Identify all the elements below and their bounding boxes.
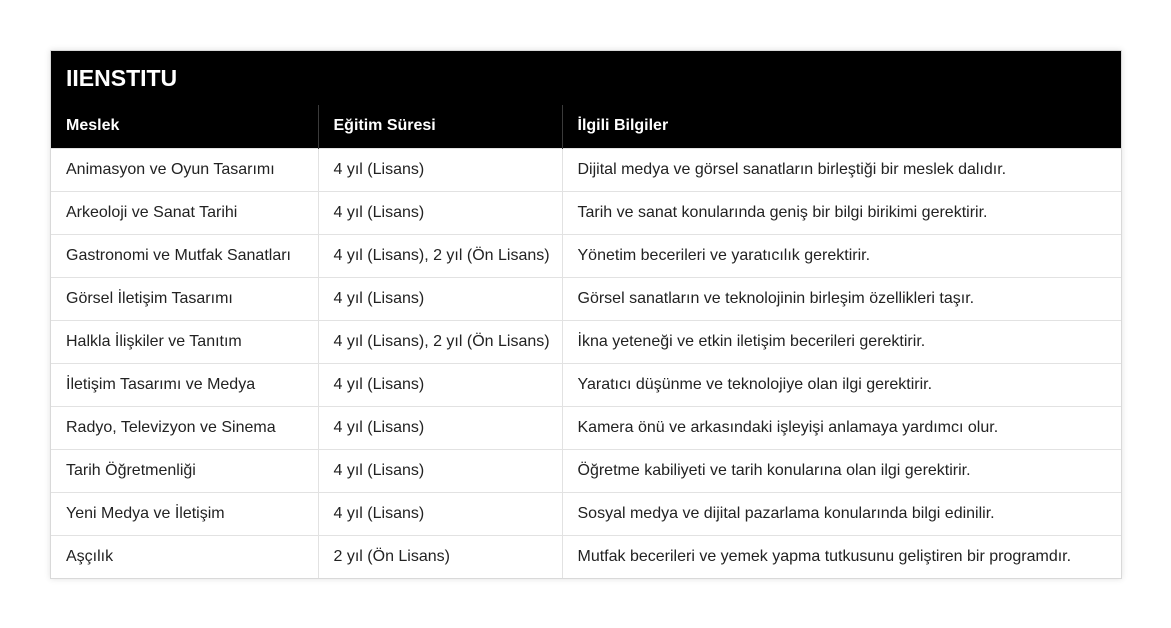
cell-egitim-suresi: 4 yıl (Lisans) <box>318 148 562 191</box>
column-header-ilgili-bilgiler: İlgili Bilgiler <box>562 105 1121 148</box>
cell-meslek: İletişim Tasarımı ve Medya <box>51 363 318 406</box>
table-row <box>51 320 1121 363</box>
cell-meslek: Animasyon ve Oyun Tasarımı <box>51 148 318 191</box>
table-row <box>51 535 1121 578</box>
cell-egitim-suresi: 4 yıl (Lisans) <box>318 492 562 535</box>
cell-ilgili-bilgiler: Yaratıcı düşünme ve teknolojiye olan ilgi gerektirir. <box>562 363 1121 406</box>
cell-ilgili-bilgiler: Görsel sanatların ve teknolojinin birleşim özellikleri taşır. <box>562 277 1121 320</box>
brand-title: IIENSTITU <box>51 51 1121 105</box>
cell-egitim-suresi: 4 yıl (Lisans), 2 yıl (Ön Lisans) <box>318 234 562 277</box>
cell-ilgili-bilgiler: İkna yeteneği ve etkin iletişim becerileri gerektirir. <box>562 320 1121 363</box>
column-header-meslek: Meslek <box>51 105 318 148</box>
table-row <box>51 277 1121 320</box>
career-table-card <box>50 50 1122 579</box>
career-table <box>51 105 1121 578</box>
cell-meslek: Arkeoloji ve Sanat Tarihi <box>51 191 318 234</box>
cell-ilgili-bilgiler: Mutfak becerileri ve yemek yapma tutkusunu geliştiren bir programdır. <box>562 535 1121 578</box>
cell-ilgili-bilgiler: Tarih ve sanat konularında geniş bir bilgi birikimi gerektirir. <box>562 191 1121 234</box>
table-row <box>51 234 1121 277</box>
cell-egitim-suresi: 4 yıl (Lisans) <box>318 406 562 449</box>
column-header-egitim-suresi: Eğitim Süresi <box>318 105 562 148</box>
table-row <box>51 191 1121 234</box>
cell-egitim-suresi: 4 yıl (Lisans) <box>318 191 562 234</box>
cell-ilgili-bilgiler: Öğretme kabiliyeti ve tarih konularına olan ilgi gerektirir. <box>562 449 1121 492</box>
cell-egitim-suresi: 4 yıl (Lisans) <box>318 363 562 406</box>
table-row <box>51 449 1121 492</box>
cell-meslek: Aşçılık <box>51 535 318 578</box>
cell-ilgili-bilgiler: Sosyal medya ve dijital pazarlama konularında bilgi edinilir. <box>562 492 1121 535</box>
cell-meslek: Halkla İlişkiler ve Tanıtım <box>51 320 318 363</box>
cell-meslek: Yeni Medya ve İletişim <box>51 492 318 535</box>
cell-meslek: Görsel İletişim Tasarımı <box>51 277 318 320</box>
cell-egitim-suresi: 4 yıl (Lisans) <box>318 277 562 320</box>
cell-ilgili-bilgiler: Dijital medya ve görsel sanatların birleştiği bir meslek dalıdır. <box>562 148 1121 191</box>
table-row <box>51 492 1121 535</box>
table-row <box>51 148 1121 191</box>
cell-ilgili-bilgiler: Yönetim becerileri ve yaratıcılık gerektirir. <box>562 234 1121 277</box>
cell-ilgili-bilgiler: Kamera önü ve arkasındaki işleyişi anlamaya yardımcı olur. <box>562 406 1121 449</box>
cell-meslek: Gastronomi ve Mutfak Sanatları <box>51 234 318 277</box>
table-row <box>51 406 1121 449</box>
cell-egitim-suresi: 2 yıl (Ön Lisans) <box>318 535 562 578</box>
table-row <box>51 363 1121 406</box>
cell-meslek: Tarih Öğretmenliği <box>51 449 318 492</box>
cell-egitim-suresi: 4 yıl (Lisans), 2 yıl (Ön Lisans) <box>318 320 562 363</box>
cell-egitim-suresi: 4 yıl (Lisans) <box>318 449 562 492</box>
cell-meslek: Radyo, Televizyon ve Sinema <box>51 406 318 449</box>
header-row <box>51 105 1121 148</box>
